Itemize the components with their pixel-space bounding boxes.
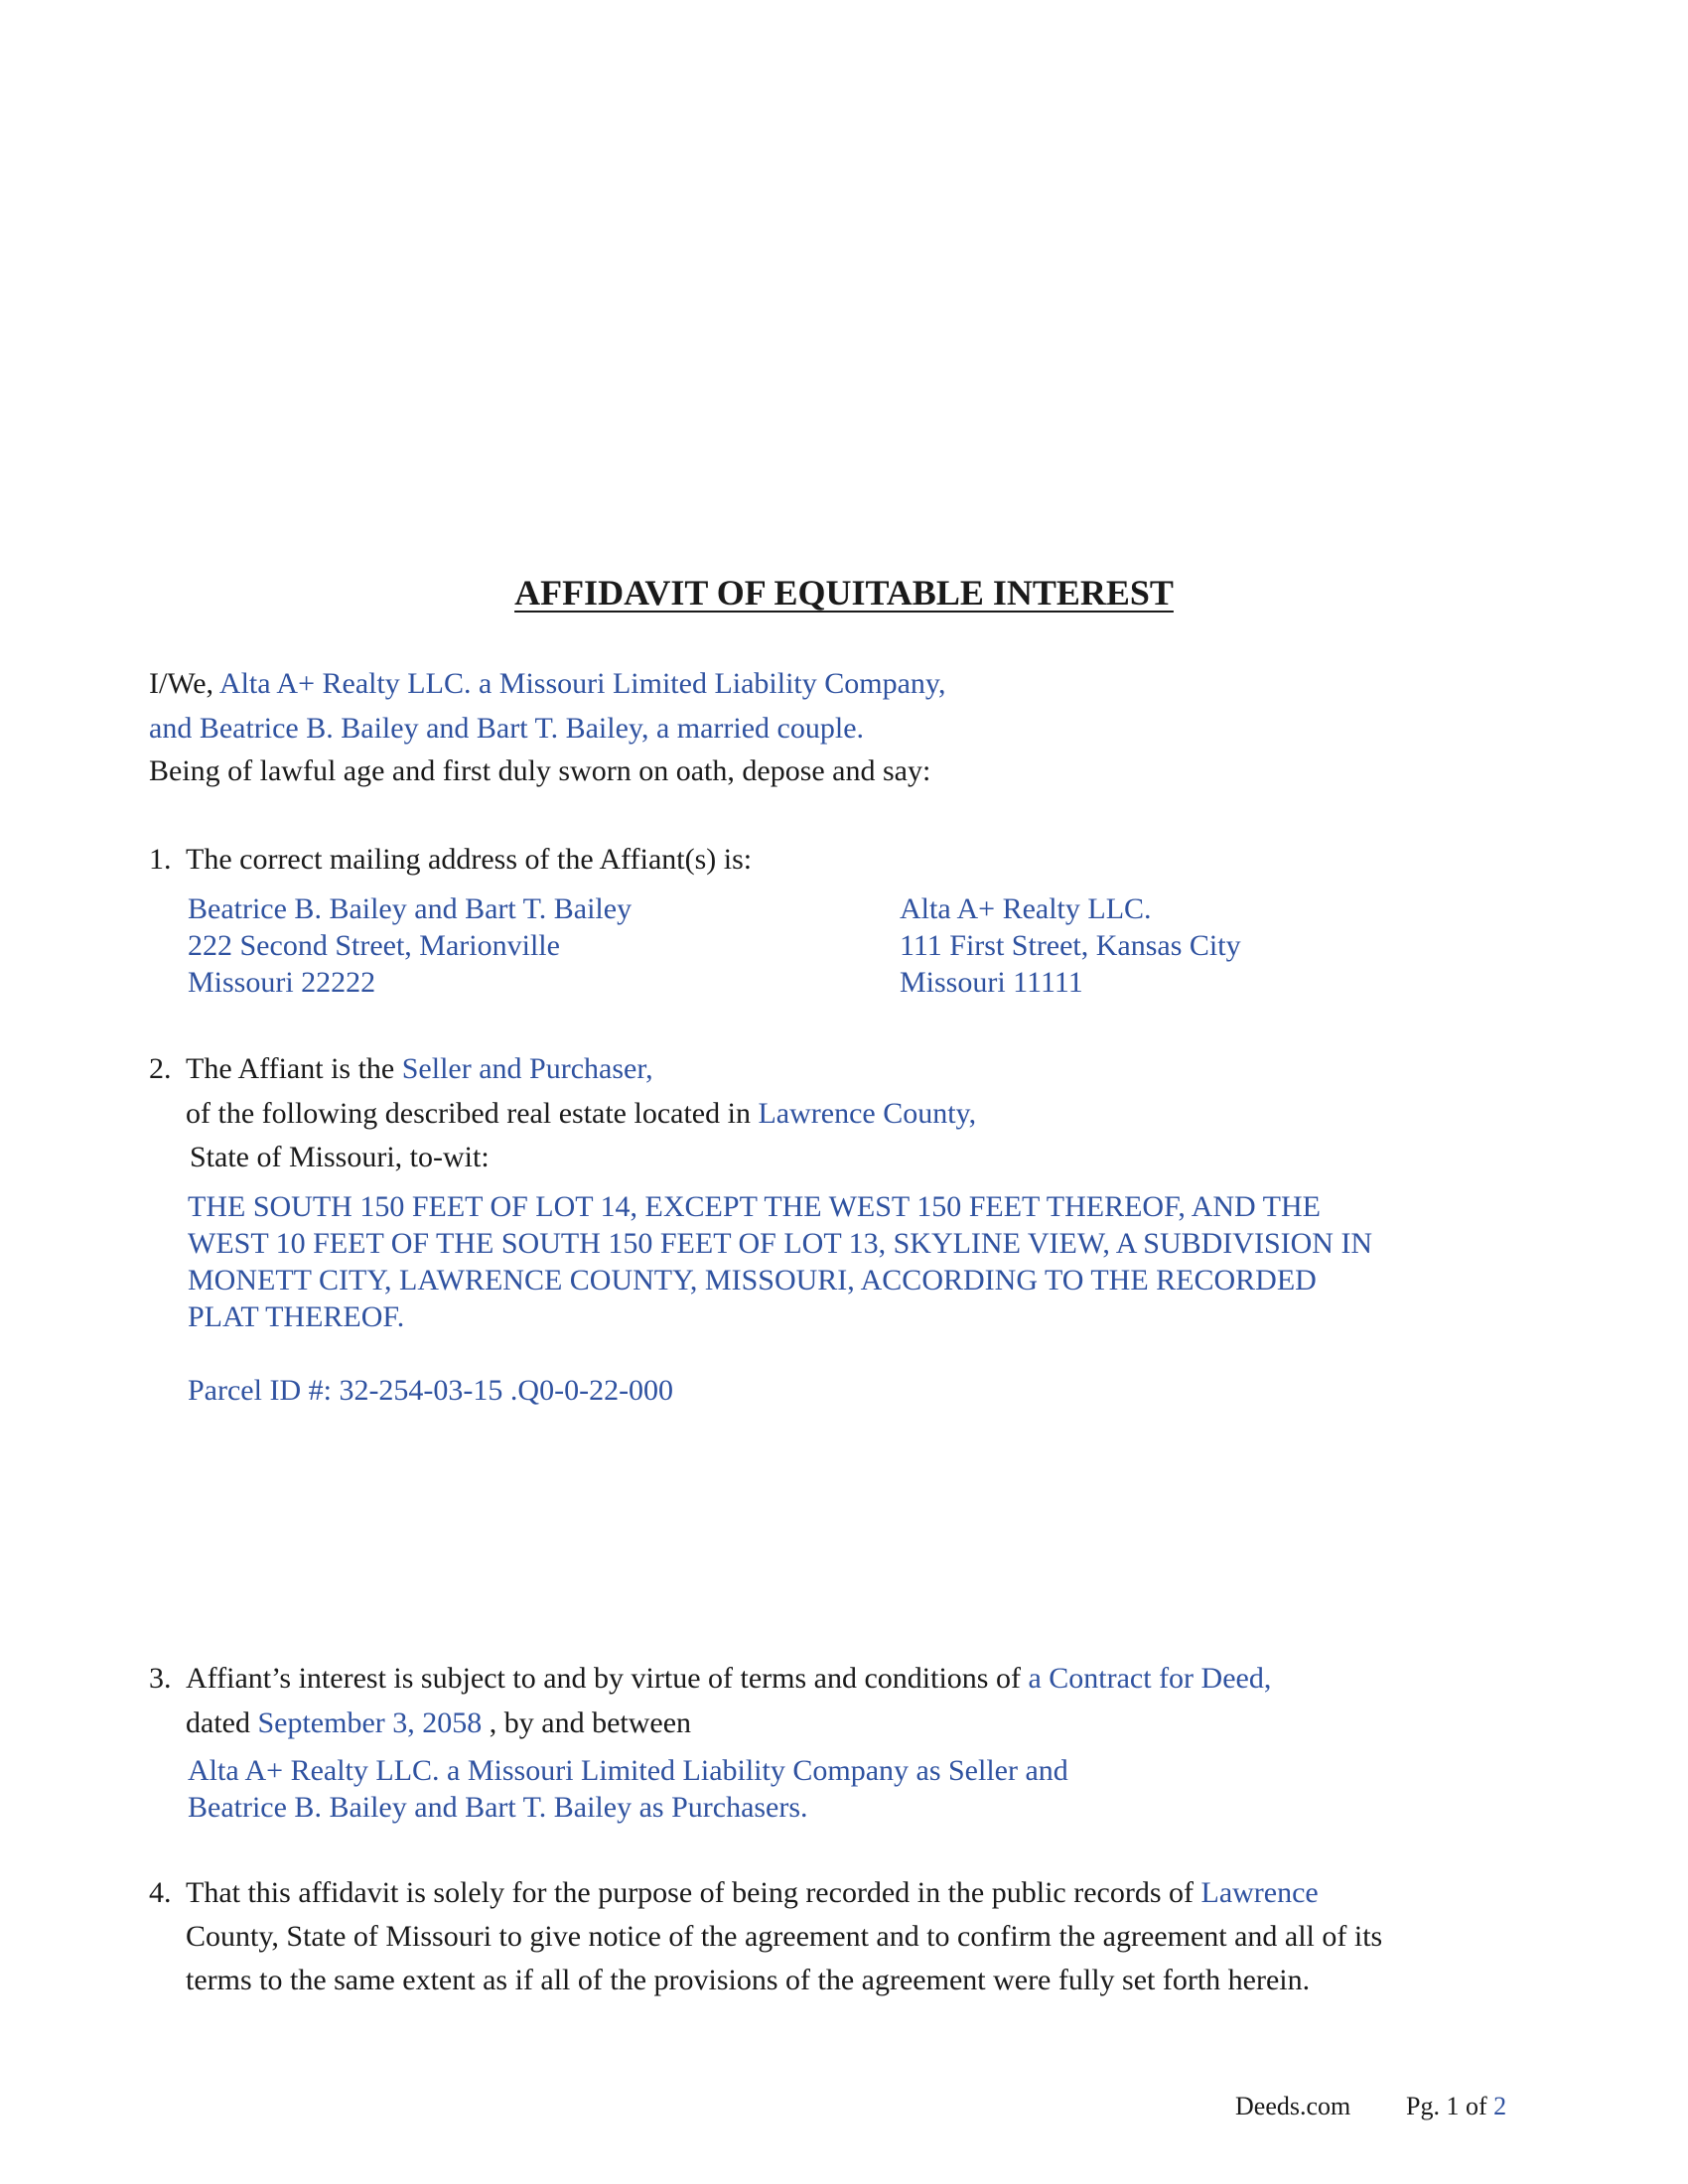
item-1-number: 1.: [149, 843, 172, 876]
address-right-line-1: Alta A+ Realty LLC.: [900, 892, 1152, 925]
item-1-text: The correct mailing address of the Affiant(s) is:: [186, 843, 753, 876]
property-county: Lawrence County,: [758, 1097, 977, 1130]
footer-brand: Deeds.com: [1235, 2092, 1351, 2120]
item-2-number: 2.: [149, 1052, 172, 1085]
address-right-line-2: 111 First Street, Kansas City: [900, 929, 1241, 962]
item-4-line-1: [186, 1875, 1319, 1911]
item-2-line-2: [186, 1096, 976, 1132]
affiant-name-line-2: and Beatrice B. Bailey and Bart T. Bailey, a married couple.: [149, 712, 865, 745]
oath-statement: Being of lawful age and first duly sworn on oath, depose and say:: [149, 754, 931, 787]
intro-line-1: [149, 666, 945, 702]
address-right-line-3: Missouri 11111: [900, 966, 1083, 999]
item-3-line-1: [186, 1661, 1271, 1697]
item-3-text-c: , by and between: [489, 1706, 692, 1739]
affiant-name-line-1: Alta A+ Realty LLC. a Missouri Limited Liability Company,: [218, 667, 946, 700]
item-4-line-3: terms to the same extent as if all of the provisions of the agreement were fully set forth herein.: [186, 1964, 1311, 1996]
parties-line-2: Beatrice B. Bailey and Bart T. Bailey as Purchasers.: [188, 1791, 808, 1824]
item-3-text-a: Affiant’s interest is subject to and by virtue of terms and conditions of: [186, 1662, 1021, 1695]
intro-prefix: I/We,: [149, 667, 214, 700]
item-4-number: 4.: [149, 1876, 172, 1909]
item-3-text-b: dated: [186, 1706, 250, 1739]
address-left-line-1: Beatrice B. Bailey and Bart T. Bailey: [188, 892, 633, 925]
item-2-state: State of Missouri, to-wit:: [190, 1141, 490, 1173]
item-4-line-2: County, State of Missouri to give notice of the agreement and to confirm the agreement and all of its: [186, 1920, 1383, 1953]
recording-county: Lawrence: [1200, 1876, 1319, 1909]
address-left-line-3: Missouri 22222: [188, 966, 376, 999]
footer-page-number: [1406, 2092, 1506, 2121]
item-3-line-2: [186, 1706, 691, 1741]
item-3-number: 3.: [149, 1662, 172, 1695]
item-2-line-1: [186, 1051, 653, 1087]
legal-description-line-1: THE SOUTH 150 FEET OF LOT 14, EXCEPT THE WEST 150 FEET THEREOF, AND THE: [188, 1190, 1321, 1223]
legal-description-line-4: PLAT THEREOF.: [188, 1300, 405, 1333]
affiant-role: Seller and Purchaser,: [401, 1052, 653, 1085]
address-left-line-2: 222 Second Street, Marionville: [188, 929, 560, 962]
contract-date: September 3, 2058: [257, 1706, 483, 1739]
instrument-type: a Contract for Deed,: [1028, 1662, 1272, 1695]
legal-description-line-2: WEST 10 FEET OF THE SOUTH 150 FEET OF LOT 13, SKYLINE VIEW, A SUBDIVISION IN: [188, 1227, 1373, 1260]
page-label: Pg. 1 of: [1406, 2092, 1487, 2120]
legal-description-line-3: MONETT CITY, LAWRENCE COUNTY, MISSOURI, ACCORDING TO THE RECORDED: [188, 1264, 1317, 1297]
document-title: AFFIDAVIT OF EQUITABLE INTEREST: [514, 573, 1174, 613]
page-total: 2: [1493, 2092, 1507, 2120]
item-4-text-a: That this affidavit is solely for the purpose of being recorded in the public records of: [186, 1876, 1194, 1909]
parties-line-1: Alta A+ Realty LLC. a Missouri Limited Liability Company as Seller and: [188, 1754, 1068, 1787]
item-2-text-b: of the following described real estate located in: [186, 1097, 751, 1130]
item-2-text-a: The Affiant is the: [186, 1052, 395, 1085]
parcel-id: Parcel ID #: 32-254-03-15 .Q0-0-22-000: [188, 1374, 674, 1407]
